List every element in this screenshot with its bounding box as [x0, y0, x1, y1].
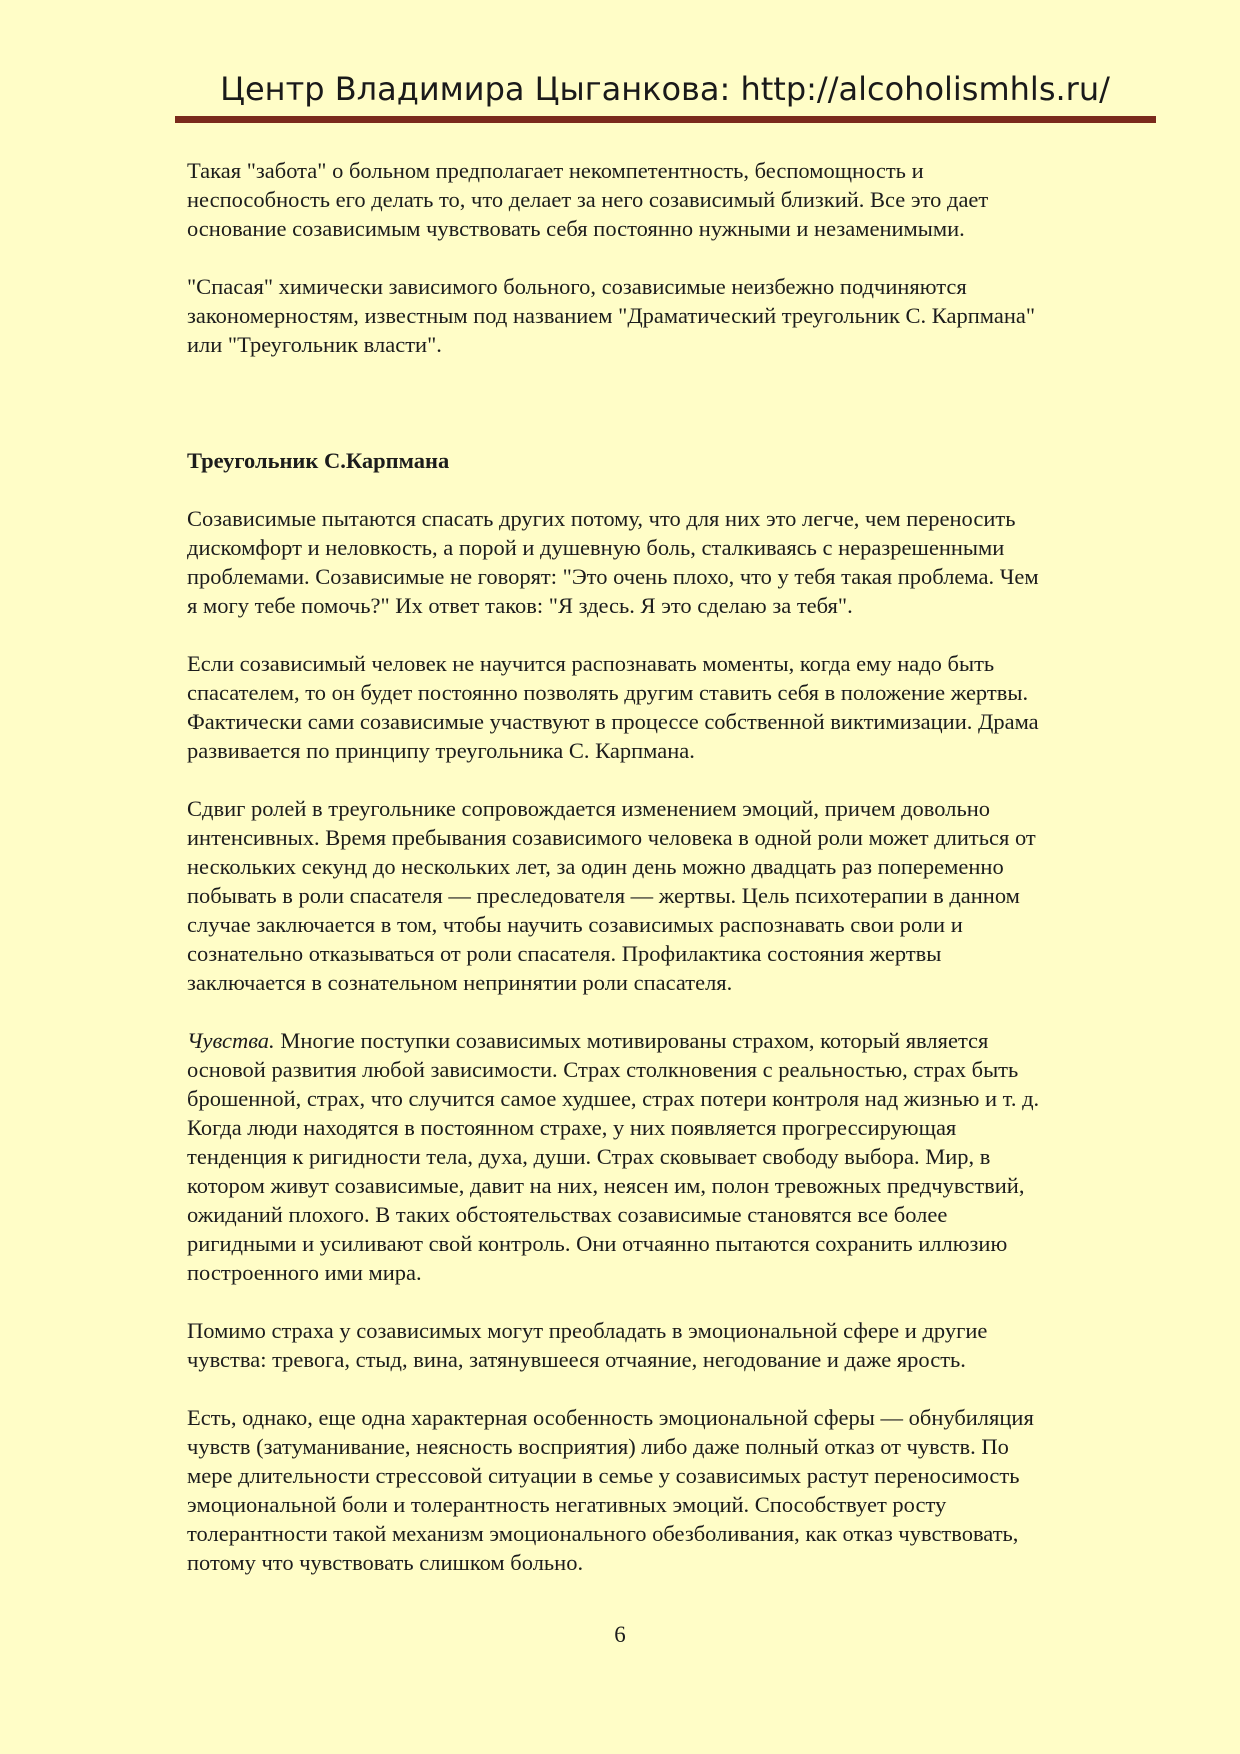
header-divider [175, 116, 1156, 123]
paragraph-5: Сдвиг ролей в треугольнике сопровождается изменением эмоций, причем довольно интенсивных. Время пребывания созависимого человека в одной роли может длиться от нескольких секунд до нескольких лет, за один день можно двадцать раз попеременно побывать в роли спасателя — преследователя — жертвы. Цель психотерапии в данном случае заключается в том, чтобы научить созависимых распознавать свои роли и сознательно отказываться от роли спасателя. Профилактика состояния жертвы заключается в сознательном непринятии роли спасателя. [187, 796, 1036, 995]
paragraph-6 [187, 1026, 1147, 1287]
paragraph-spacer [187, 997, 1147, 1026]
section-spacer [187, 359, 1147, 446]
paragraph-8: Есть, однако, еще одна характерная особенность эмоциональной сферы — обнубиляция чувств (затуманивание, неясность восприятия) либо даже полный отказ от чувств. По мере длительности стрессовой ситуации в семье у созависимых растут переносимость эмоциональной боли и толерантность негативных эмоций. Способствует росту толерантности такой механизм эмоционального обезболивания, как отказ чувствовать, потому что чувствовать слишком больно. [187, 1405, 1034, 1575]
document-body [187, 156, 1147, 1577]
paragraph-4: Если созависимый человек не научится распознавать моменты, когда ему надо быть спасателем, то он будет постоянно позволять другим ставить себя в положение жертвы. Фактически сами созависимые участвуют в процессе собственной виктимизации. Драма развивается по принципу треугольника С. Карпмана. [187, 651, 1039, 763]
paragraph-7: Помимо страха у созависимых могут преобладать в эмоциональной сфере и другие чувства: тревога, стыд, вина, затянувшееся отчаяние, негодование и даже ярость. [187, 1318, 988, 1372]
page-number: 6 [614, 1622, 626, 1647]
paragraph-3: Созависимые пытаются спасать других потому, что для них это легче, чем переносить дискомфорт и неловкость, а порой и душевную боль, сталкиваясь с неразрешенными проблемами. Созависимые не говорят: "Это очень плохо, что у тебя такая проблема. Чем я могу тебе помочь?" Их ответ таков: "Я здесь. Я это сделаю за тебя". [187, 506, 1039, 618]
paragraph-spacer [187, 620, 1147, 649]
paragraph-1: Такая "забота" о больном предполагает некомпетентность, беспомощность и неспособность его делать то, что делает за него созависимый близкий. Все это дает основание созависимым чувствовать себя постоянно нужными и незаменимыми. [187, 158, 989, 241]
paragraph-6-lead: Чувства. [187, 1028, 275, 1053]
section-heading: Треугольник С.Карпмана [187, 448, 450, 473]
paragraph-spacer [187, 1287, 1147, 1316]
page-header: Центр Владимира Цыганкова: http://alcoholismhls.ru/ [220, 70, 1110, 108]
paragraph-spacer [187, 243, 1147, 272]
paragraph-spacer [187, 1374, 1147, 1403]
paragraph-spacer [187, 765, 1147, 794]
paragraph-2: "Спасая" химически зависимого больного, созависимые неизбежно подчиняются закономерностям, известным под названием "Драматический треугольник С. Карпмана" или "Треугольник власти". [187, 274, 1036, 357]
paragraph-6-text: Многие поступки созависимых мотивированы страхом, который является основой развития любой зависимости. Страх столкновения с реальностью, страх быть брошенной, страх, что случится самое худшее, страх потери контроля над жизнью и т. д. Когда люди находятся в постоянном страхе, у них появляется прогрессирующая тенденция к ригидности тела, духа, души. Страх сковывает свободу выбора. Мир, в котором живут созависимые, давит на них, неясен им, полон тревожных предчувствий, ожиданий плохого. В таких обстоятельствах созависимые становятся все более ригидными и усиливают свой контроль. Они отчаянно пытаются сохранить иллюзию построенного ими мира. [187, 1028, 1040, 1285]
paragraph-spacer [187, 475, 1147, 504]
